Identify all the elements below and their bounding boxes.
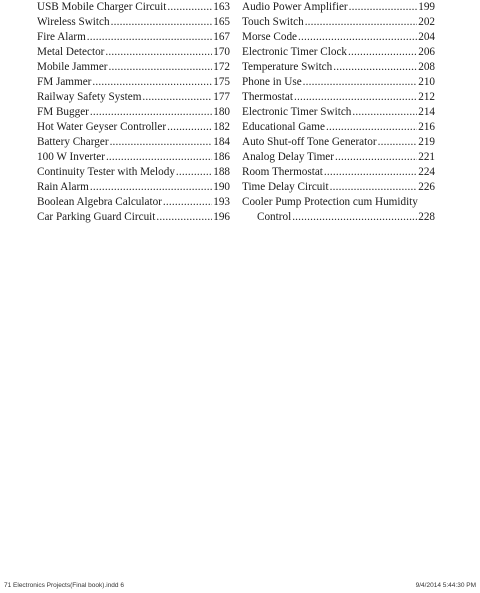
toc-entry-title: Electronic Timer Clock [242,46,348,58]
toc-page-number: 216 [418,121,435,133]
toc-dot-leader [156,210,212,225]
toc-page-number: 188 [213,166,230,178]
toc-dot-leader [324,165,417,180]
toc-entry-title: Battery Charger [37,136,109,148]
toc-entry [37,45,230,60]
toc-entry-title-continued [242,210,435,225]
toc-dot-leader [90,105,212,120]
toc-entry-title: Continuity Tester with Melody [37,166,175,178]
toc-dot-leader [105,45,212,60]
toc-dot-leader [292,210,417,225]
toc-dot-leader [176,165,212,180]
toc-entry-title: FM Jammer [37,76,92,88]
toc-entry-title: Audio Power Amplifier [242,1,348,13]
toc-page-number: 206 [418,46,435,58]
toc-dot-leader [90,180,212,195]
toc-entry-title: Wireless Switch [37,16,110,28]
footer-timestamp: 9/4/2014 5:44:30 PM [415,582,476,589]
toc-page-number: 177 [213,91,230,103]
toc-page-number: 172 [213,61,230,73]
toc-entry-title: Room Thermostat [242,166,323,178]
toc-entry [242,150,435,165]
toc-entry [37,150,230,165]
toc-entry [242,60,435,75]
toc-dot-leader [348,45,417,60]
toc-entry-title: Railway Safety System [37,91,142,103]
toc-entry-title: Boolean Algebra Calculator [37,196,162,208]
toc-dot-leader [294,90,417,105]
toc-page-number: 186 [213,151,230,163]
toc-page-number: 208 [418,61,435,73]
toc-entry [37,0,230,15]
toc-entry [242,105,435,120]
toc-entry [242,45,435,60]
toc-entry-title: 100 W Inverter [37,151,105,163]
toc-entry-title: FM Bugger [37,106,89,118]
toc-dot-leader [378,135,418,150]
toc-entry [242,135,435,150]
toc-dot-leader [106,150,212,165]
toc-entry-title: Analog Delay Timer [242,151,334,163]
toc-entry-title: Thermostat [242,91,293,103]
toc-dot-leader [92,75,212,90]
toc-entry-title: USB Mobile Charger Circuit [37,1,167,13]
toc-dot-leader [167,0,212,15]
toc-dot-leader [333,60,417,75]
toc-dot-leader [303,75,418,90]
toc-page-number: 190 [213,181,230,193]
toc-entry-title: Electronic Timer Switch [242,106,352,118]
toc-entry-title: Metal Detector [37,46,105,58]
toc-entry [37,105,230,120]
toc-page-number: 193 [213,196,230,208]
toc-dot-leader [87,30,212,45]
toc-entry-title: Rain Alarm [37,181,89,193]
toc-page-number: 175 [213,76,230,88]
toc-entry [242,180,435,195]
toc-entry-title: Fire Alarm [37,31,86,43]
toc-dot-leader [111,15,213,30]
toc-entry-title: Car Parking Guard Circuit [37,211,156,223]
toc-entry [242,30,435,45]
toc-entry [37,30,230,45]
toc-dot-leader [298,30,417,45]
toc-dot-leader [109,60,213,75]
toc-entry [242,15,435,30]
toc-dot-leader [110,135,213,150]
toc-entry [37,60,230,75]
toc-page-number: 228 [418,211,435,223]
toc-entry-title: Control [257,211,292,223]
toc-page-number: 202 [418,16,435,28]
toc-entry-title: Touch Switch [242,16,304,28]
toc-entry [37,195,230,210]
toc-dot-leader [142,90,212,105]
toc-entry [37,180,230,195]
toc-page-number: 221 [418,151,435,163]
toc-page-number: 170 [213,46,230,58]
toc-entry-title: Cooler Pump Protection cum Humidity [242,196,418,208]
toc-page-number: 212 [418,91,435,103]
toc-entry-title: Phone in Use [242,76,302,88]
toc-dot-leader [349,0,418,15]
toc-page-number: 163 [213,1,230,13]
toc-entry-title: Hot Water Geyser Controller [37,121,167,133]
toc-entry [242,120,435,135]
toc-dot-leader [330,180,418,195]
toc-entry-title: Temperature Switch [242,61,333,73]
toc-page-number: 226 [418,181,435,193]
toc-dot-leader [167,120,212,135]
toc-entry-title: Mobile Jammer [37,61,108,73]
toc-page-number: 204 [418,31,435,43]
toc-dot-leader [305,15,418,30]
toc-entry [37,210,230,225]
toc-page-number: 196 [213,211,230,223]
toc-entry [37,15,230,30]
toc-page-number: 167 [213,31,230,43]
toc-page-number: 210 [418,76,435,88]
toc-page-number: 199 [418,1,435,13]
toc-entry [242,165,435,180]
toc-entry [242,75,435,90]
toc-page-number: 182 [213,121,230,133]
toc-left-column [37,0,230,225]
toc-page-number: 184 [213,136,230,148]
toc-page-number: 214 [418,106,435,118]
toc-dot-leader [326,120,417,135]
toc-entry [242,90,435,105]
print-slug [4,582,476,592]
toc-entry [37,90,230,105]
toc-entry-title: Auto Shut-off Tone Generator [242,136,377,148]
toc-right-column [242,0,435,225]
toc-entry-title: Educational Game [242,121,325,133]
toc-entry [37,120,230,135]
toc-entry-title: Time Delay Circuit [242,181,329,193]
toc-entry-title: Morse Code [242,31,297,43]
toc-dot-leader [335,150,417,165]
toc-page-number: 180 [213,106,230,118]
toc-dot-leader [352,105,417,120]
footer-file-name: 71 Electronics Projects(Final book).indd 6 [4,582,124,589]
toc-page-number: 165 [213,16,230,28]
toc-page-number: 219 [418,136,435,148]
toc-entry [37,135,230,150]
toc-dot-leader [163,195,212,210]
toc-entry [242,0,435,15]
toc-entry [37,75,230,90]
toc-page-number: 224 [418,166,435,178]
toc-entry [37,165,230,180]
toc-entry-wrapped [242,195,435,225]
